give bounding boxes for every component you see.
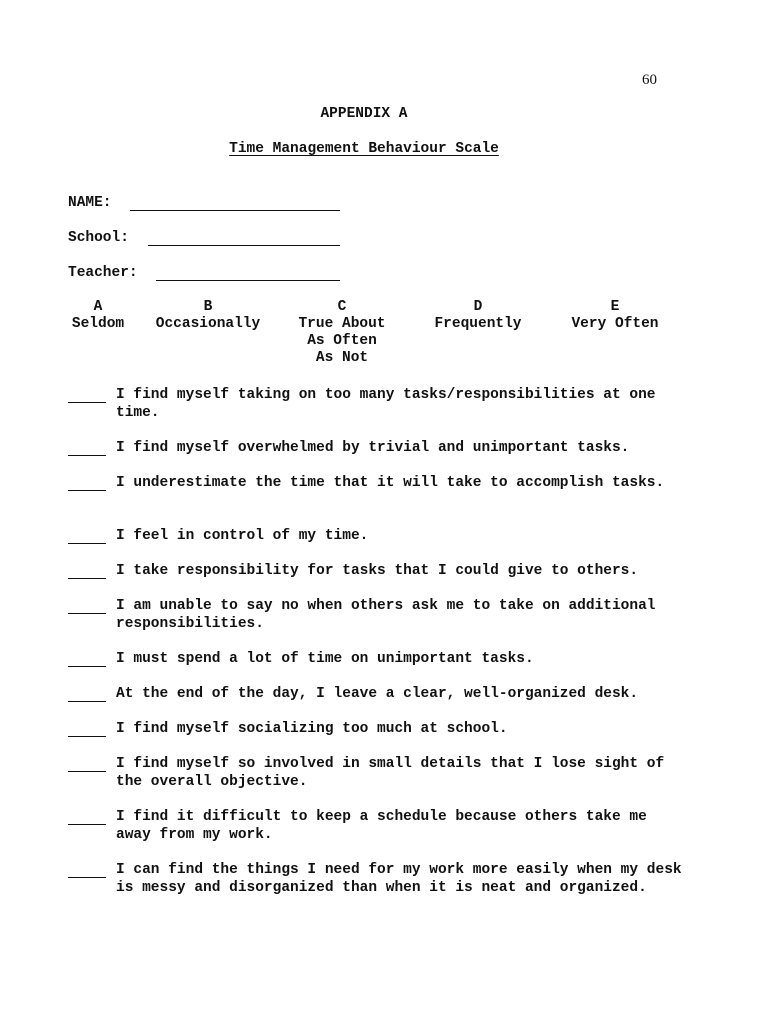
item-text: I am unable to say no when others ask me to take on additional responsibilities.	[116, 598, 656, 632]
scale-item-1	[68, 386, 688, 422]
answer-blank[interactable]	[68, 650, 106, 667]
rating-letter: B	[203, 299, 213, 315]
rating-letter: E	[610, 299, 620, 315]
rating-letter: D	[473, 299, 483, 315]
answer-blank[interactable]	[68, 597, 106, 614]
rating-desc: Occasionally	[155, 316, 261, 332]
teacher-label: Teacher:	[68, 265, 138, 281]
scale-item-2	[68, 439, 688, 457]
item-text: I can find the things I need for my work more easily when my desk is messy and disorganized than when it is neat and organized.	[116, 862, 682, 896]
rating-letter: A	[93, 299, 103, 315]
item-text: I must spend a lot of time on unimportant tasks.	[116, 651, 534, 667]
school-blank[interactable]	[148, 229, 340, 246]
scale-item-10	[68, 755, 688, 791]
rating-c	[287, 299, 397, 367]
scale-item-3	[68, 474, 688, 492]
page-number: 60	[642, 72, 657, 88]
rating-a	[58, 299, 138, 333]
rating-desc: Frequently	[434, 316, 522, 332]
answer-blank[interactable]	[68, 685, 106, 702]
answer-blank[interactable]	[68, 720, 106, 737]
answer-blank[interactable]	[68, 474, 106, 491]
rating-letter: C	[337, 299, 347, 315]
rating-desc: Very Often	[571, 316, 659, 332]
scale-item-5	[68, 562, 688, 580]
answer-blank[interactable]	[68, 527, 106, 544]
answer-blank[interactable]	[68, 562, 106, 579]
rating-desc: Seldom	[71, 316, 125, 332]
name-blank[interactable]	[130, 194, 340, 211]
item-text: I take responsibility for tasks that I could give to others.	[116, 563, 639, 579]
appendix-title: APPENDIX A	[320, 106, 408, 122]
scale-item-6	[68, 597, 688, 633]
item-text: I find it difficult to keep a schedule because others take me away from my work.	[116, 809, 647, 843]
scale-item-7	[68, 650, 688, 668]
teacher-field[interactable]	[68, 264, 340, 286]
item-text: I find myself taking on too many tasks/responsibilities at one time.	[116, 387, 656, 421]
scale-item-12	[68, 861, 688, 897]
scale-title: Time Management Behaviour Scale	[229, 141, 499, 157]
scale-item-9	[68, 720, 688, 738]
item-text: At the end of the day, I leave a clear, well-organized desk.	[116, 686, 639, 702]
item-text: I find myself so involved in small details that I lose sight of the overall objective.	[116, 756, 665, 790]
name-field[interactable]	[68, 194, 340, 216]
name-label: NAME:	[68, 195, 112, 211]
answer-blank[interactable]	[68, 386, 106, 403]
item-text: I underestimate the time that it will take to accomplish tasks.	[116, 475, 665, 491]
rating-e	[560, 299, 670, 333]
answer-blank[interactable]	[68, 861, 106, 878]
answer-blank[interactable]	[68, 808, 106, 825]
answer-blank[interactable]	[68, 755, 106, 772]
scale-item-8	[68, 685, 688, 703]
item-text: I feel in control of my time.	[116, 528, 369, 544]
rating-b	[148, 299, 268, 333]
school-label: School:	[68, 230, 129, 246]
teacher-blank[interactable]	[156, 264, 340, 281]
school-field[interactable]	[68, 229, 340, 251]
rating-desc: True About As Often As Not	[298, 316, 386, 366]
scale-item-11	[68, 808, 688, 844]
item-text: I find myself socializing too much at school.	[116, 721, 508, 737]
rating-d	[423, 299, 533, 333]
item-text: I find myself overwhelmed by trivial and unimportant tasks.	[116, 440, 630, 456]
scale-item-4	[68, 527, 688, 545]
answer-blank[interactable]	[68, 439, 106, 456]
